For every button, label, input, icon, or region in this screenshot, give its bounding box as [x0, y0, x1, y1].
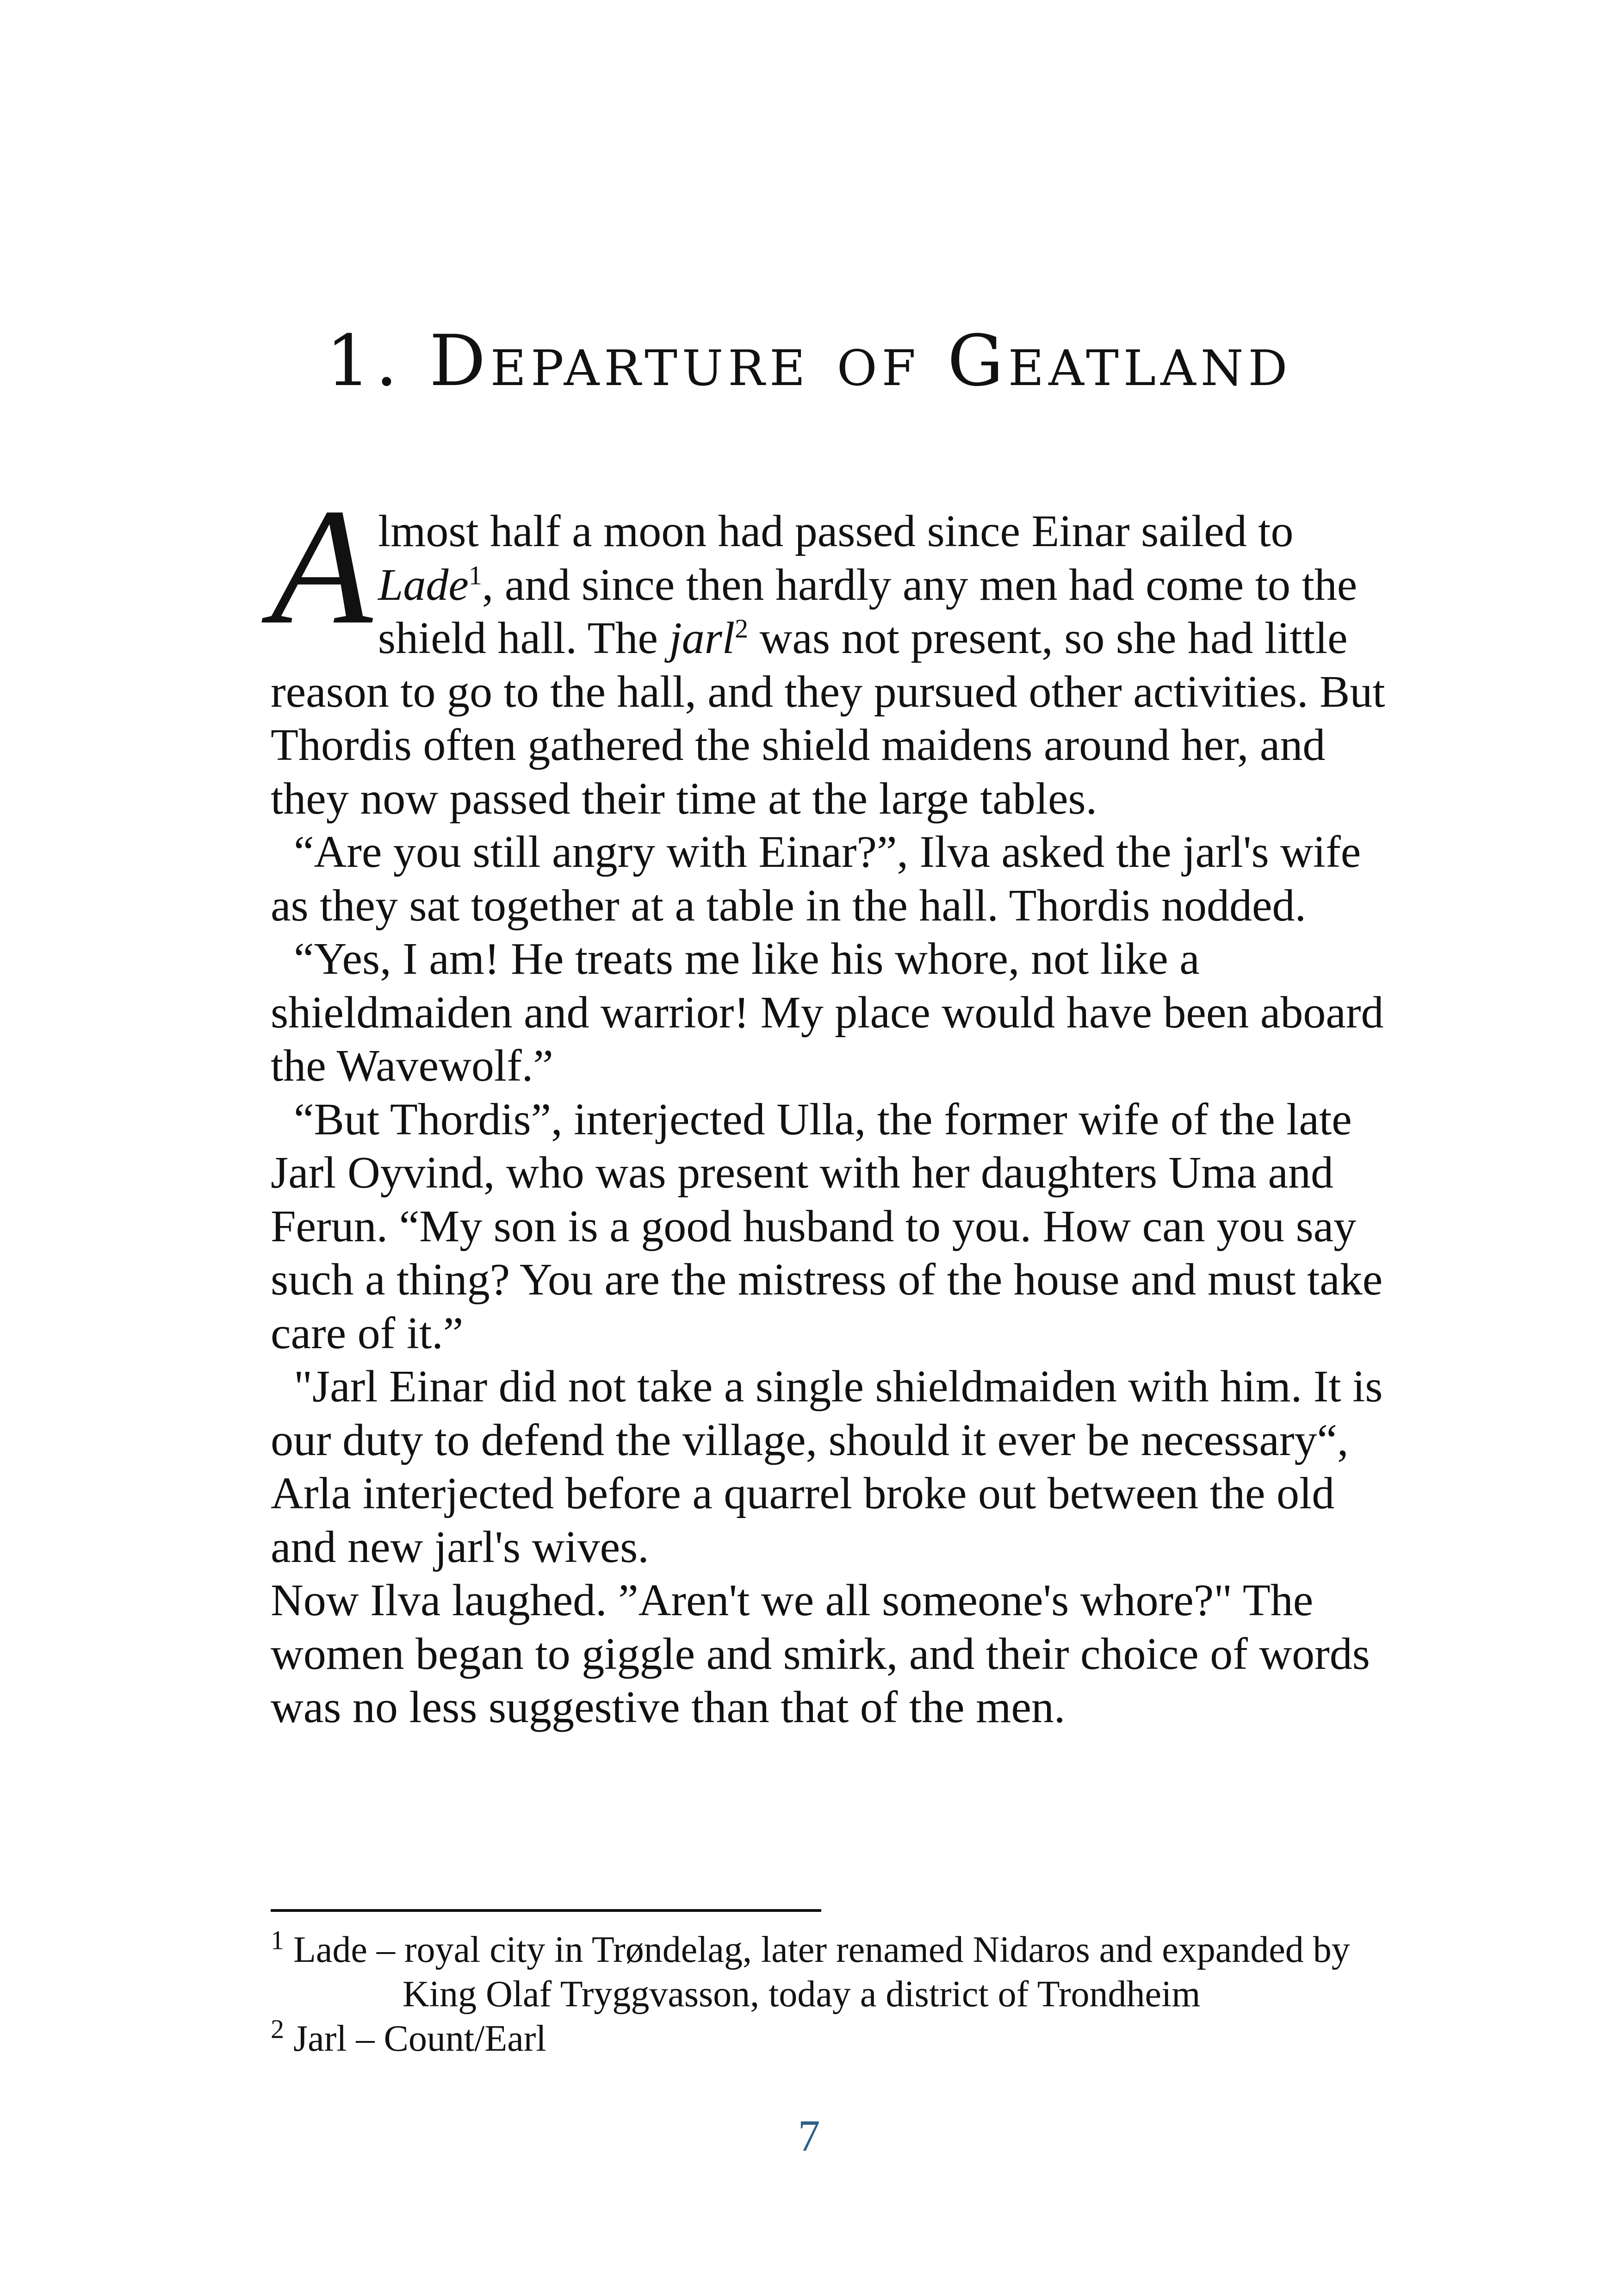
page-number: 7: [798, 2111, 820, 2160]
footnote-divider: [271, 1909, 821, 1912]
footnote-ref-2[interactable]: 2: [735, 613, 749, 644]
footnote-1-continuation: King Olaf Tryggvasson, today a district of Trondheim: [403, 1974, 1201, 2015]
paragraph-1-text-c: was not present, so she had little reason to go to the hall, and they pursued other activities. But Thordis often gathered the shield maidens around her, and they now passed their time at the large tables.: [271, 613, 1385, 824]
chapter-title: 1. Departure of Geatland: [326, 320, 1292, 402]
lade-term: Lade: [378, 560, 469, 610]
paragraph-6: Now Ilva laughed. ”Aren't we all someone's whore?" The women began to giggle and smirk, and their choice of words was no less suggestive than that of the men.: [271, 1575, 1370, 1732]
footnotes: [271, 1925, 1407, 2061]
chapter-body: [271, 474, 1407, 1735]
paragraph-2: “Are you still angry with Einar?”, Ilva asked the jarl's wife as they sat together at a table in the hall. Thordis nodded.: [271, 827, 1361, 931]
jarl-term: jarl: [669, 613, 735, 663]
footnote-ref-1[interactable]: 1: [468, 560, 482, 590]
paragraph-4: “But Thordis”, interjected Ulla, the former wife of the late Jarl Oyvind, who was present with her daughters Uma and Ferun. “My son is a good husband to you. How can you say such a thing? You are the mistress of the house and must take care of it.”: [271, 1094, 1383, 1358]
footnote-2-text: Jarl – Count/Earl: [284, 2018, 546, 2059]
footnote-2-marker: 2: [271, 2014, 284, 2044]
footnote-1-text: Lade – royal city in Trøndelag, later renamed Nidaros and expanded by: [284, 1929, 1350, 1970]
drop-cap: A: [271, 474, 372, 659]
paragraph-5: "Jarl Einar did not take a single shieldmaiden with him. It is our duty to defend the village, should it ever be necessary“, Arla interjected before a quarrel broke out between the old and new jarl's wives.: [271, 1362, 1383, 1572]
paragraph-1: [271, 474, 1407, 826]
footnote-2: [271, 2016, 1407, 2061]
paragraph-3: “Yes, I am! He treats me like his whore, not like a shieldmaiden and warrior! My place would have been aboard the Wavewolf.”: [271, 934, 1384, 1091]
footnote-1: [271, 1925, 1407, 1972]
footnote-1-marker: 1: [271, 1925, 284, 1955]
paragraph-1-text-b: , and since then hardly any men had come to the shield hall. The: [378, 560, 1358, 663]
paragraph-1-text-a: lmost half a moon had passed since Einar sailed to: [378, 506, 1294, 556]
